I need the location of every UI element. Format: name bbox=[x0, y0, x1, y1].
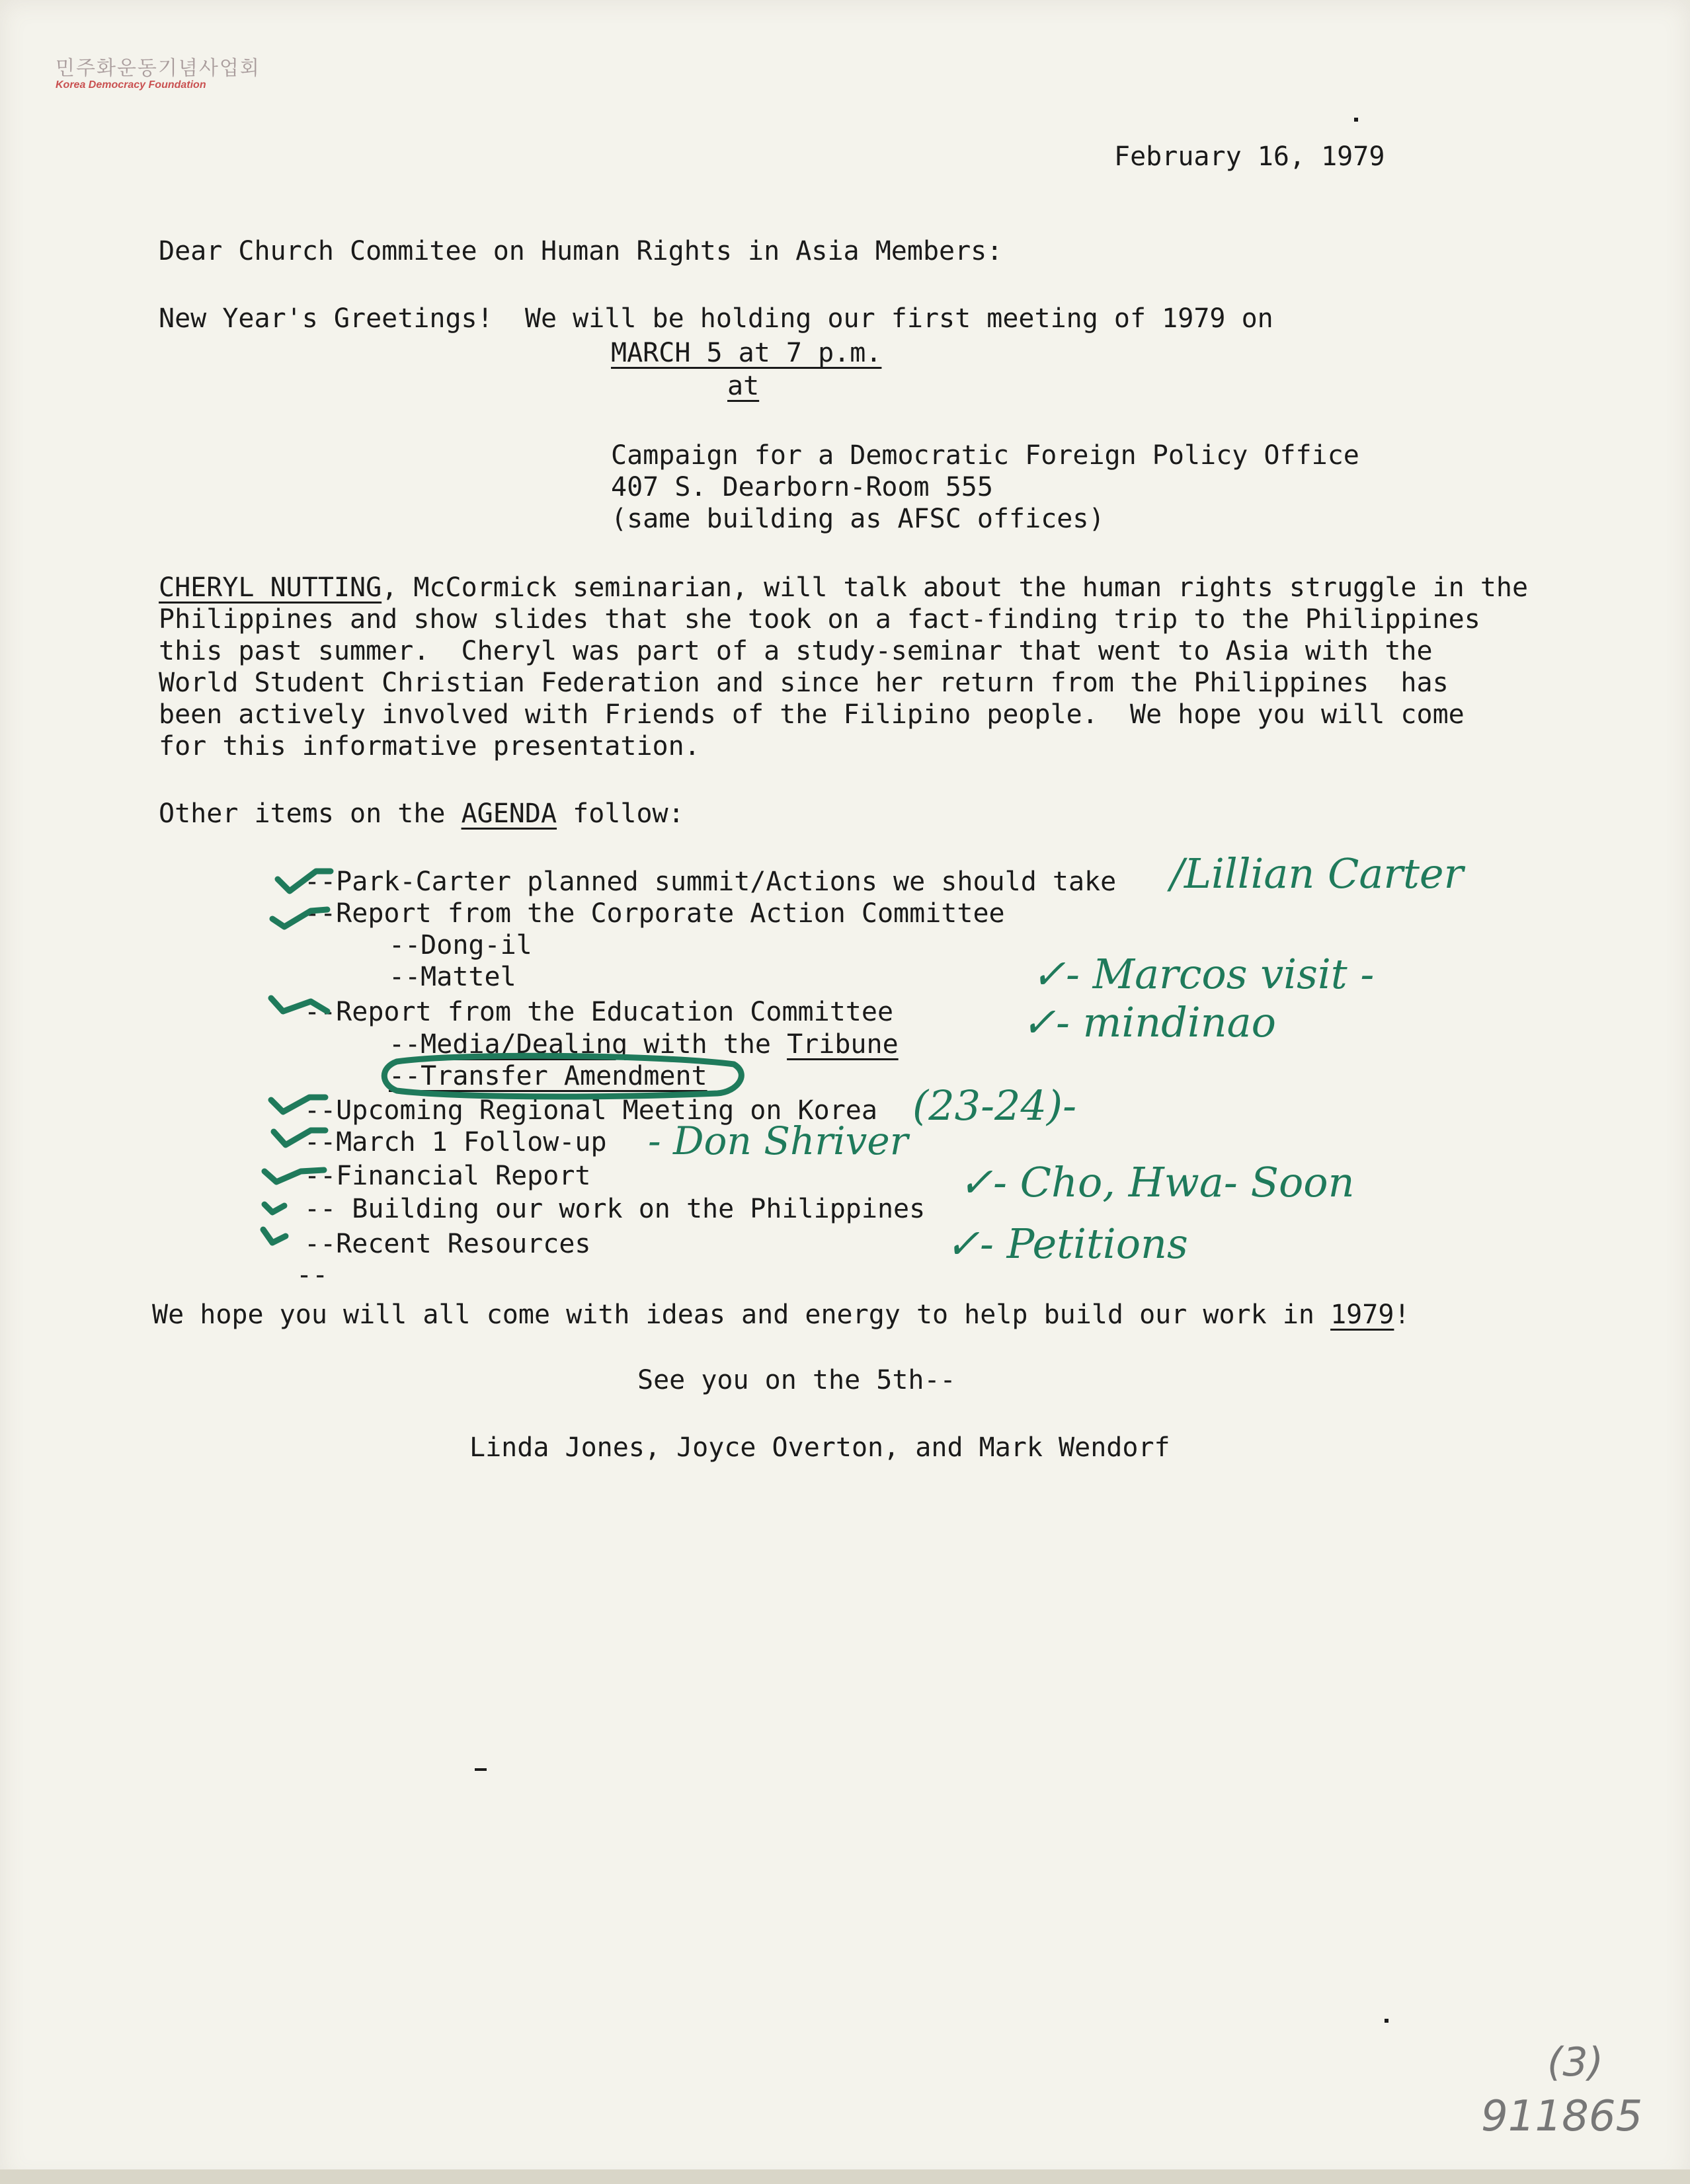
agenda-item: --Upcoming Regional Meeting on Korea bbox=[304, 1095, 877, 1126]
check-mark-icon bbox=[278, 871, 331, 891]
agenda-item: --Recent Resources bbox=[304, 1229, 591, 1259]
agenda-item: --Financial Report bbox=[304, 1161, 591, 1191]
speaker-text: Philippines and show slides that she took on a fact-finding trip to the Philippines bbox=[159, 604, 1480, 635]
handwritten-don-shriver: - Don Shriver bbox=[648, 1118, 908, 1163]
agenda-subitem: --Dong-il bbox=[389, 930, 532, 960]
agenda-item: --Report from the Education Committee bbox=[304, 997, 894, 1027]
agenda-subitem: --Mattel bbox=[389, 962, 516, 992]
archive-number: 911865 bbox=[1481, 2092, 1643, 2141]
venue-line: 407 S. Dearborn-Room 555 bbox=[611, 472, 993, 502]
agenda-dashes: -- bbox=[389, 1029, 421, 1060]
meeting-time: MARCH 5 at 7 p.m. bbox=[611, 338, 882, 368]
signatories: Linda Jones, Joyce Overton, and Mark Wendorf bbox=[469, 1432, 1170, 1463]
speaker-text: this past summer. Cheryl was part of a study-seminar that went to Asia with the bbox=[159, 636, 1433, 666]
agenda-text: with the bbox=[627, 1029, 787, 1060]
check-mark-icon bbox=[272, 910, 327, 927]
meeting-at: at bbox=[727, 371, 760, 401]
handwritten-marcos-visit: ✓- Marcos visit - bbox=[1031, 950, 1375, 998]
closing-text: We hope you will all come with ideas and energy to help build our work in bbox=[152, 1300, 1331, 1330]
letter-date: February 16, 1979 bbox=[1114, 141, 1385, 172]
handwritten-mindinao: ✓- mindinao bbox=[1022, 998, 1276, 1046]
speaker-name: CHERYL NUTTING bbox=[159, 572, 382, 603]
agenda-item: -- Building our work on the Philippines bbox=[304, 1194, 926, 1224]
agenda-item: --Park-Carter planned summit/Actions we should take bbox=[304, 867, 1117, 897]
agenda-item: --Report from the Corporate Action Committee bbox=[304, 898, 1005, 929]
agenda-intro-text: follow: bbox=[557, 799, 684, 829]
salutation: Dear Church Commitee on Human Rights in Asia Members: bbox=[159, 236, 1003, 266]
stray-mark bbox=[1385, 2019, 1388, 2023]
stray-mark bbox=[475, 1768, 487, 1771]
stray-mark bbox=[1354, 118, 1358, 122]
handwritten-dates: (23-24)- bbox=[912, 1081, 1077, 1130]
closing-text: ! bbox=[1394, 1300, 1410, 1330]
speaker-text: World Student Christian Federation and since her return from the Philippines has bbox=[159, 668, 1449, 698]
agenda-item: --March 1 Follow-up bbox=[304, 1127, 607, 1157]
archive-page-mark: (3) bbox=[1547, 2039, 1603, 2086]
agenda-intro-text: Other items on the bbox=[159, 799, 462, 829]
watermark-english: Korea Democracy Foundation bbox=[56, 79, 206, 91]
agenda-blank-item: -- bbox=[296, 1260, 329, 1290]
watermark-korean: 민주화운동기념사업회 bbox=[56, 57, 261, 80]
check-mark-icon bbox=[263, 1229, 286, 1243]
handwritten-petitions: ✓- Petitions bbox=[946, 1220, 1188, 1268]
venue-line: (same building as AFSC offices) bbox=[611, 504, 1105, 534]
check-mark-icon bbox=[264, 1204, 284, 1212]
scan-edge bbox=[0, 2169, 1690, 2184]
tribune: Tribune bbox=[787, 1029, 899, 1060]
closing-year: 1979 bbox=[1330, 1300, 1394, 1330]
handwritten-cho-hwa-soon: ✓- Cho, Hwa- Soon bbox=[959, 1158, 1355, 1206]
check-mark-icon bbox=[271, 998, 327, 1011]
check-mark-icon bbox=[264, 1170, 324, 1182]
agenda-heading: AGENDA bbox=[461, 799, 557, 829]
speaker-text: for this informative presentation. bbox=[159, 731, 700, 761]
check-mark-icon bbox=[271, 1097, 325, 1112]
speaker-text: been actively involved with Friends of the Filipino people. We hope you will come bbox=[159, 699, 1465, 730]
media-dealing: Media/Dealing bbox=[421, 1029, 628, 1060]
handwritten-lillian-carter: /Lillian Carter bbox=[1170, 849, 1464, 898]
agenda-subitem-transfer: --Transfer Amendment bbox=[389, 1061, 707, 1091]
check-mark-icon bbox=[274, 1130, 325, 1145]
venue-line: Campaign for a Democratic Foreign Policy Office bbox=[611, 440, 1359, 471]
see-you: See you on the 5th-- bbox=[637, 1365, 956, 1395]
intro-line: New Year's Greetings! We will be holding our first meeting of 1979 on bbox=[159, 303, 1273, 334]
transfer-oval bbox=[384, 1056, 741, 1097]
speaker-text: , McCormick seminarian, will talk about the human rights struggle in the bbox=[382, 572, 1529, 603]
